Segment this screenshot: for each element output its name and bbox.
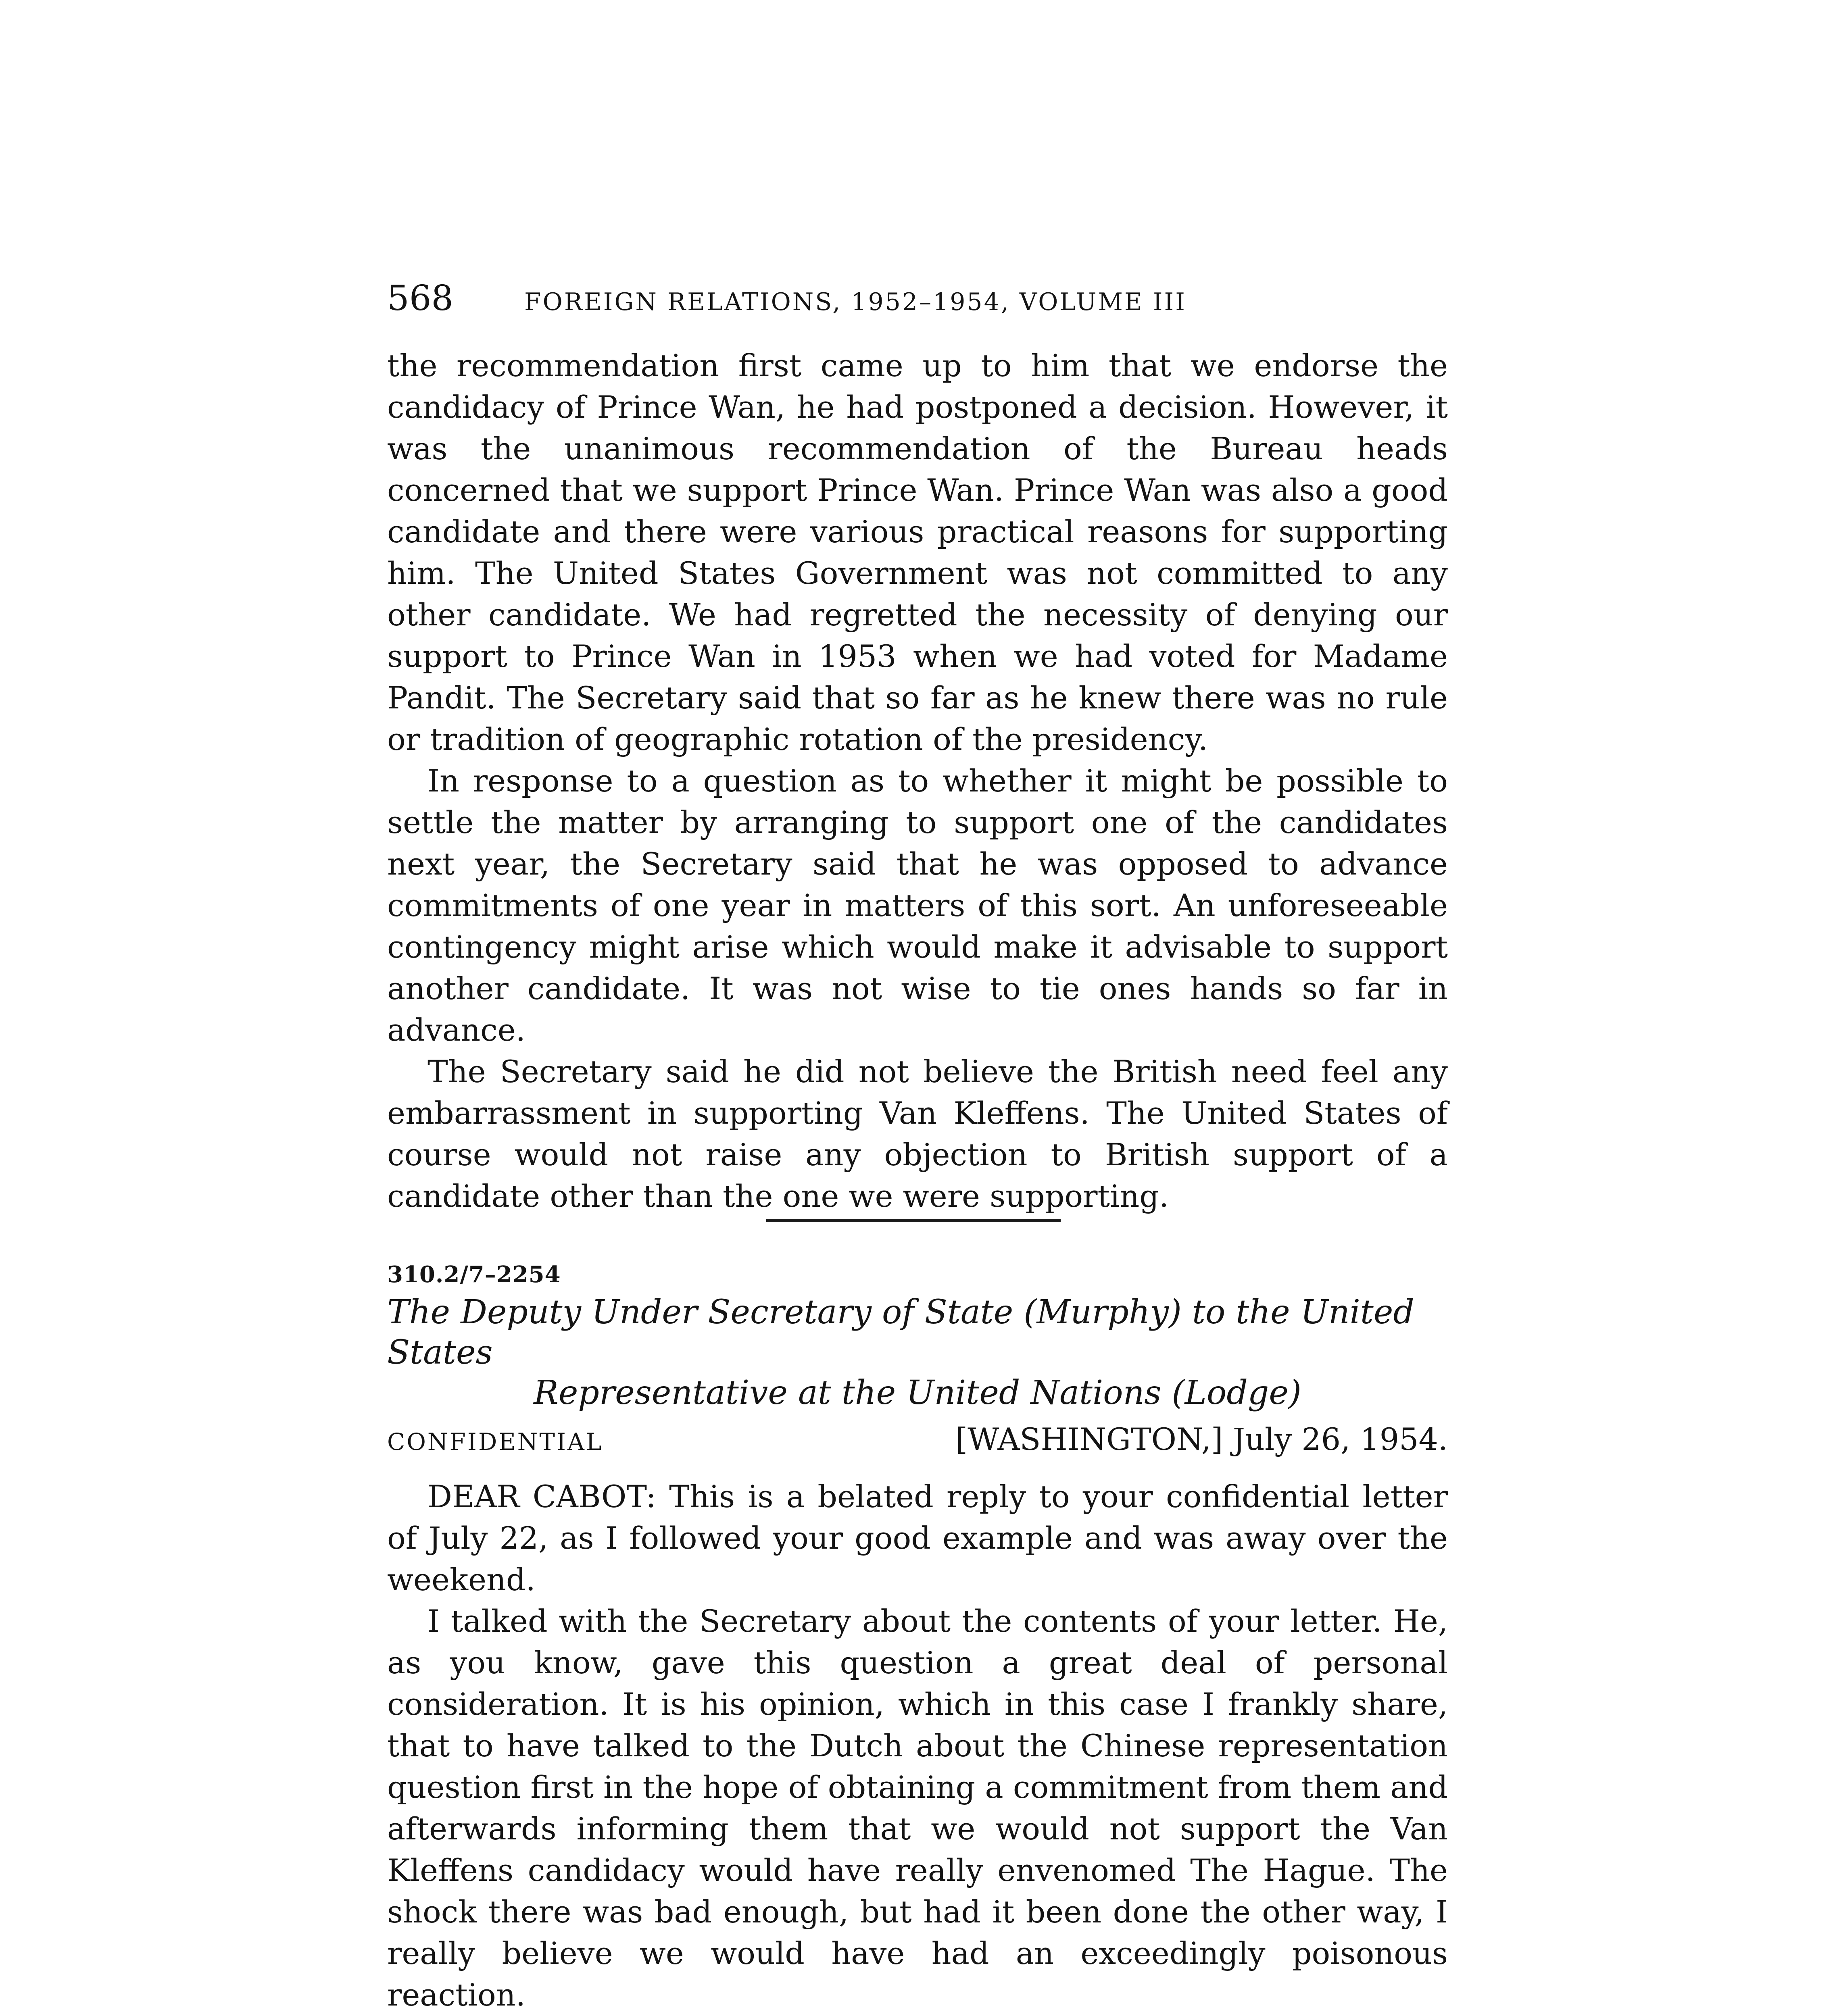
section-divider [766,1219,1061,1222]
running-head: FOREIGN RELATIONS, 1952–1954, VOLUME III [524,288,1186,316]
paragraph-text: This is a belated reply to your confidential letter of July 22, as I followed your good example and was away over the weekend. [387,1479,1448,1597]
paragraph: The Secretary said he did not believe the British need feel any embarrassment in supporting Van Kleffens. The United States of course would not raise any objection to British support of a candidate other than the one we were supporting. [387,1054,1448,1214]
paragraph: In response to a question as to whether it might be possible to settle the matter by arranging to support one of the candidates next year, the Secretary said that he was opposed to advance commitments of one year in matters of this sort. An unforeseeable contingency might arise which would make it advisable to support another candidate. It was not wise to tie ones hands so far in advance. [387,763,1448,1048]
continued-memo-text [387,345,1448,1217]
classification-label: CONFIDENTIAL [387,1428,603,1456]
dateline: [WASHINGTON,] July 26, 1954. [955,1421,1448,1457]
letter-body [387,1476,1448,2016]
page-header [387,278,1448,331]
salutation: DEAR CABOT: [427,1479,656,1514]
paragraph [387,1476,1448,1600]
document-meta [387,1421,1448,1462]
document-title-line: The Deputy Under Secretary of State (Murphy) to the United States [387,1293,1414,1372]
document-title-line: Representative at the United Nations (Lodge) [534,1374,1301,1412]
document-title [387,1292,1448,1413]
paragraph: I talked with the Secretary about the contents of your letter. He, as you know, gave this question a great deal of personal consideration. It is his opinion, which in this case I frankly share, that to have talked to the Dutch about the Chinese representation question first in the hope of obtaining a commitment from them and afterwards informing them that we would not support the Van Kleffens candidacy would have really envenomed The Hague. The shock there was bad enough, but had it been done the other way, I really believe we would have had an exceedingly poisonous reaction. [387,1603,1448,2013]
paragraph: the recommendation first came up to him that we endorse the candidacy of Prince Wan, he had postponed a decision. However, it was the unanimous recommendation of the Bureau heads concerned that we support Prince Wan. Prince Wan was also a good candidate and there were various practical reasons for supporting him. The United States Government was not committed to any other candidate. We had regretted the necessity of denying our support to Prince Wan in 1953 when we had voted for Madame Pandit. The Secretary said that so far as he knew there was no rule or tradition of geographic rotation of the presidency. [387,348,1448,757]
file-number: 310.2/7–2254 [387,1261,561,1288]
page-number: 568 [387,278,454,319]
